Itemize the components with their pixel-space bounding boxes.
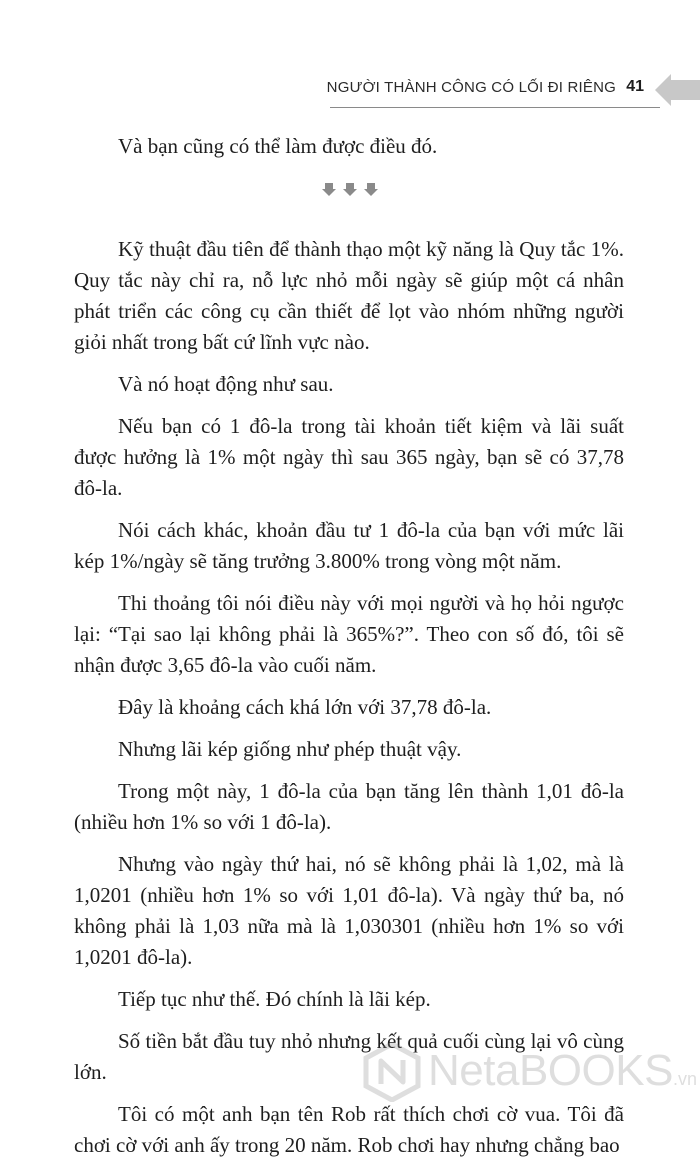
paragraph: Tôi có một anh bạn tên Rob rất thích chơi cờ vua. Tôi đã chơi cờ với anh ấy trong 20 năm. Rob chơi hay nhưng chẳng bao	[74, 1102, 624, 1157]
paragraph: Trong một này, 1 đô-la của bạn tăng lên thành 1,01 đô-la (nhiều hơn 1% so với 1 đô-la).	[74, 779, 624, 834]
watermark	[362, 1040, 697, 1104]
section-divider	[74, 162, 624, 234]
page-number: 41	[626, 78, 644, 95]
paragraph: Số tiền bắt đầu tuy nhỏ nhưng kết quả cuối cùng lại vô cùng lớn.	[74, 1029, 624, 1084]
page-header	[0, 72, 700, 108]
page-body	[74, 131, 624, 1161]
left-arrow-tab-icon	[655, 72, 700, 108]
paragraph: Nhưng lãi kép giống như phép thuật vậy.	[118, 737, 462, 761]
watermark-text	[428, 1046, 697, 1096]
running-head: NGƯỜI THÀNH CÔNG CÓ LỐI ĐI RIÊNG	[326, 79, 616, 96]
three-down-arrows-icon	[322, 182, 382, 198]
paragraph: Và nó hoạt động như sau.	[118, 372, 334, 396]
paragraph: Nếu bạn có 1 đô-la trong tài khoản tiết kiệm và lãi suất được hưởng là 1% một ngày thì sau 365 ngày, bạn sẽ có 37,78 đô-la.	[74, 414, 624, 500]
paragraph: Nhưng vào ngày thứ hai, nó sẽ không phải là 1,02, mà là 1,0201 (nhiều hơn 1% so với 1,01 đô-la). Và ngày thứ ba, nó không phải là 1,03 nữa mà là 1,030301 (nhiều hơn 1% so với 1,0201 đô-la).	[74, 852, 624, 969]
paragraph: Và bạn cũng có thể làm được điều đó.	[118, 134, 438, 158]
paragraph: Kỹ thuật đầu tiên để thành thạo một kỹ năng là Quy tắc 1%. Quy tắc này chỉ ra, nỗ lực nhỏ mỗi ngày sẽ giúp một cá nhân phát triển các công cụ cần thiết để lọt vào nhóm những người giỏi nhất trong bất cứ lĩnh vực nào.	[74, 237, 624, 354]
paragraph: Thi thoảng tôi nói điều này với mọi người và họ hỏi ngược lại: “Tại sao lại không phải là 365%?”. Theo con số đó, tôi sẽ nhận được 3,65 đô-la vào cuối năm.	[74, 591, 624, 677]
paragraph: Nói cách khác, khoản đầu tư 1 đô-la của bạn với mức lãi kép 1%/ngày sẽ tăng trưởng 3.800% trong vòng một năm.	[74, 518, 624, 573]
paragraph: Tiếp tục như thế. Đó chính là lãi kép.	[118, 987, 431, 1011]
watermark-suffix: .vn	[672, 1069, 697, 1089]
header-rule	[330, 107, 660, 108]
paragraph: Đây là khoảng cách khá lớn với 37,78 đô-la.	[118, 695, 492, 719]
netabooks-logo-icon	[362, 1042, 422, 1102]
watermark-brand: NetaBOOKS	[428, 1046, 673, 1095]
